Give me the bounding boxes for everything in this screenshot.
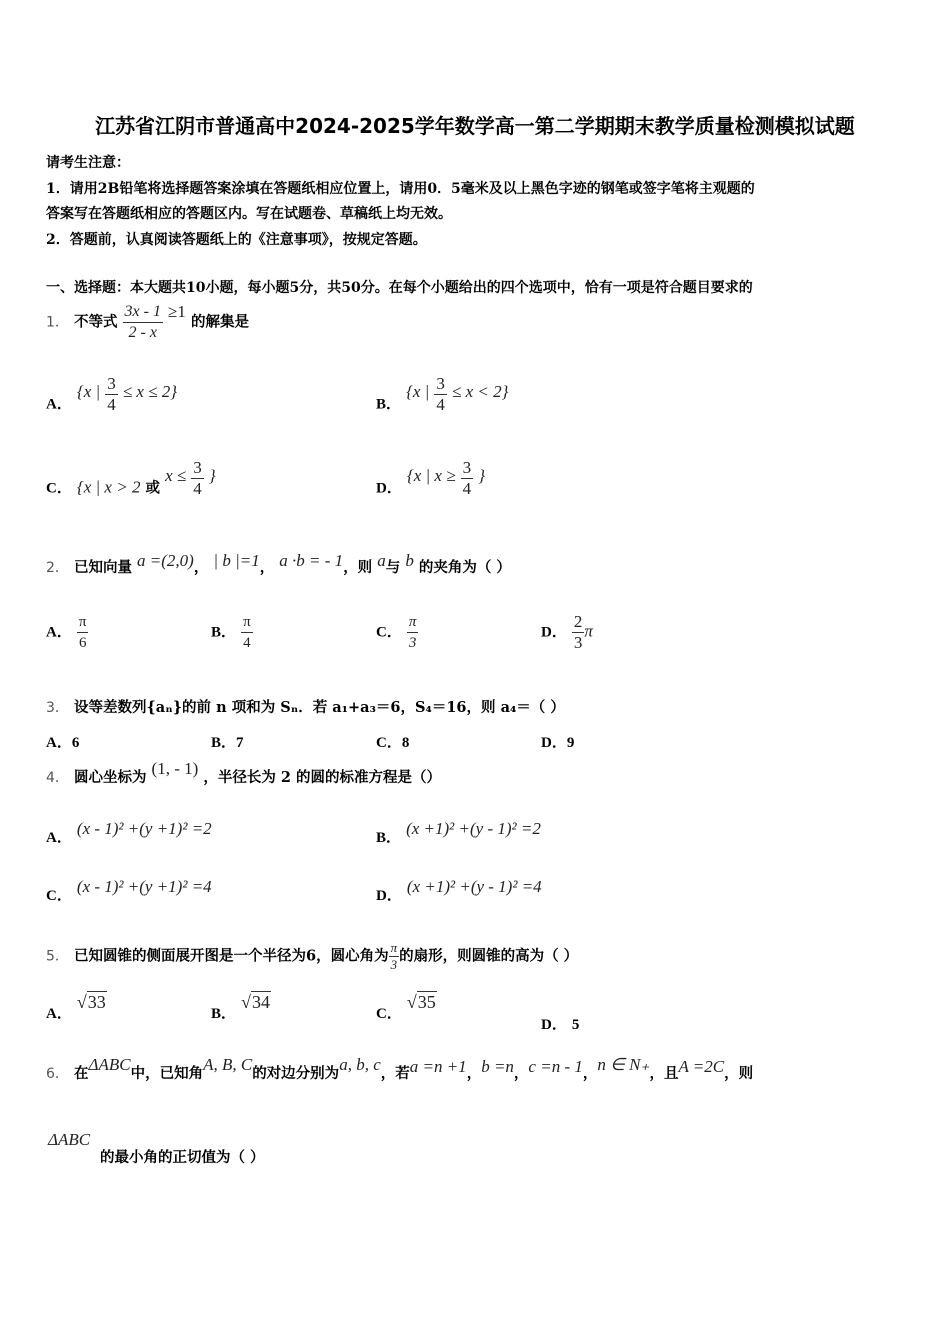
notice-line-3: 2．答题前，认真阅读答题纸上的《注意事项》，按规定答题。 <box>46 232 427 248</box>
fraction <box>434 374 447 415</box>
option-label: D． <box>376 480 402 497</box>
question-text: 的对边分别为 <box>252 1065 340 1082</box>
question-number: 2． <box>46 560 69 576</box>
denominator: 4 <box>107 395 116 414</box>
option-d[interactable]: D．9 <box>541 735 575 751</box>
math-expr: ≤ x ≤ 2} <box>122 381 178 401</box>
numerator: π <box>407 612 419 633</box>
option-label: C． <box>46 888 72 904</box>
question-number: 6． <box>46 1066 69 1082</box>
radicand: 34 <box>251 992 270 1012</box>
math-expr: x ≤ <box>165 465 187 485</box>
question-text: ，且 <box>649 1065 679 1082</box>
numerator: π <box>241 612 253 633</box>
square-root: √34 <box>241 992 270 1012</box>
question-text: ，则 <box>724 1065 754 1082</box>
fraction <box>77 612 89 653</box>
question-text: 已知圆锥的侧面展开图是一个半径为6，圆心角为 <box>73 947 389 965</box>
question-text: 的解集是 <box>190 313 249 331</box>
notice-heading: 请考生注意： <box>46 155 130 171</box>
math-expr: n ∈ N₊ <box>597 1055 650 1074</box>
question-number: 4． <box>46 770 69 786</box>
punct: ， <box>513 1065 529 1082</box>
math-expr: b <box>405 551 414 570</box>
question-3 <box>46 696 565 717</box>
numerator: π <box>77 612 89 633</box>
option-label: B． <box>376 830 402 846</box>
option-label: C． <box>376 624 402 641</box>
option-label: C． <box>46 480 72 497</box>
fraction <box>407 612 419 653</box>
option-a[interactable]: A．6 <box>46 735 80 751</box>
question-text: 的扇形，则圆锥的高为（ ） <box>399 947 579 965</box>
punct: ， <box>582 1065 598 1082</box>
radicand: 35 <box>417 992 436 1012</box>
denominator: 4 <box>436 395 445 414</box>
fraction <box>461 458 474 499</box>
math-expr: {x | x > 2 <box>76 477 141 497</box>
question-text: 与 <box>385 559 401 576</box>
math-expr: A, B, C <box>203 1055 253 1074</box>
math-expr: {x | <box>406 381 430 401</box>
fraction <box>123 302 163 343</box>
triangle-label: ΔABC <box>48 1130 91 1149</box>
option-a[interactable] <box>46 374 178 425</box>
option-label: B． <box>376 396 402 413</box>
option-d[interactable] <box>376 458 485 509</box>
option-value: 5 <box>571 1017 580 1033</box>
question-text: ，则 <box>343 559 373 576</box>
option-c[interactable] <box>46 458 216 509</box>
option-c[interactable] <box>376 992 437 1023</box>
relation: ≥1 <box>168 301 186 321</box>
denominator: 4 <box>243 635 251 651</box>
math-expr: } <box>208 465 216 485</box>
option-b[interactable] <box>376 374 509 425</box>
option-d[interactable] <box>541 612 593 653</box>
denominator: 2 - x <box>128 324 157 341</box>
option-d[interactable] <box>376 877 542 905</box>
fraction <box>389 940 400 973</box>
option-b[interactable]: B．7 <box>211 735 244 751</box>
fraction <box>572 612 585 653</box>
question-text: 在 <box>73 1065 89 1082</box>
denominator: 3 <box>408 635 417 651</box>
math-expr: a ·b = - 1 <box>279 551 344 570</box>
option-label: A． <box>46 830 72 846</box>
square-root: √33 <box>76 992 106 1012</box>
denominator: 3 <box>390 957 398 972</box>
punct: ， <box>466 1065 482 1082</box>
page-title: 江苏省江阴市普通高中2024-2025学年数学高一第二学期期末教学质量检测模拟试题 <box>95 114 855 138</box>
fraction <box>105 374 118 415</box>
radicand: 33 <box>87 992 106 1012</box>
math-expr: (x +1)² +(y - 1)² =4 <box>406 877 542 896</box>
math-expr: ≤ x < 2} <box>451 381 509 401</box>
math-expr: {x | <box>76 381 101 401</box>
math-expr: π <box>584 621 593 641</box>
question-6 <box>46 1055 754 1083</box>
math-expr: (x - 1)² +(y +1)² =2 <box>76 819 212 838</box>
math-expr: } <box>478 465 485 485</box>
option-label: D． <box>541 624 567 641</box>
numerator: π <box>390 940 398 955</box>
numerator: 2 <box>573 612 583 631</box>
question-2 <box>46 551 511 577</box>
punct: ， <box>259 559 275 576</box>
math-expr: a <box>377 551 386 570</box>
question-text: ，半径长为 2 的圆的标准方程是（） <box>203 769 442 786</box>
option-d[interactable] <box>541 1013 579 1034</box>
square-root: √35 <box>406 992 436 1012</box>
numerator: 3 <box>107 374 116 393</box>
section-heading: 一、选择题：本大题共10小题，每小题5分，共50分。在每个小题给出的四个选项中，恰有一项是符合题目要求的 <box>46 280 753 296</box>
question-number: 5． <box>46 948 69 965</box>
math-expr: a =(2,0) <box>137 551 194 570</box>
question-text: 已知向量 <box>73 559 132 576</box>
math-expr: (x - 1)² +(y +1)² =4 <box>76 877 212 896</box>
numerator: 3 <box>193 458 202 477</box>
denominator: 4 <box>193 479 202 498</box>
option-c[interactable]: C．8 <box>376 735 410 751</box>
or-text: 或 <box>145 479 161 497</box>
numerator: 3 <box>436 374 445 393</box>
question-text: 不等式 <box>73 313 118 331</box>
math-expr: A =2C <box>678 1057 725 1076</box>
math-expr: b =n <box>481 1057 514 1076</box>
question-number: 3． <box>46 700 69 716</box>
question-number: 1． <box>46 314 69 331</box>
option-b[interactable] <box>211 612 253 653</box>
numerator: 3 <box>462 458 472 477</box>
option-label: D． <box>376 888 402 904</box>
option-label: A． <box>46 624 72 641</box>
fraction <box>241 612 253 653</box>
question-text: 圆心坐标为 <box>73 769 147 786</box>
denominator: 6 <box>78 635 87 651</box>
math-expr: a, b, c <box>339 1055 381 1074</box>
denominator: 4 <box>462 479 472 498</box>
question-6-line-2: 的最小角的正切值为（ ） <box>100 1149 265 1166</box>
question-text: 设等差数列{aₙ}的前 n 项和为 Sₙ．若 a₁+a₃＝6，S₄＝16，则 a₄＝（ ） <box>73 699 565 716</box>
option-a[interactable] <box>46 992 107 1023</box>
numerator: 3x - 1 <box>123 302 163 323</box>
option-c[interactable] <box>46 877 212 905</box>
option-b[interactable] <box>376 819 541 847</box>
option-label: B． <box>211 1006 237 1022</box>
notice-line-1: 1．请用2B铅笔将选择题答案涂填在答题纸相应位置上，请用0．5毫米及以上黑色字迹的钢笔或签字笔将主观题的 <box>46 181 755 197</box>
option-label: B． <box>211 624 237 641</box>
option-b[interactable] <box>211 992 271 1023</box>
question-1 <box>46 302 249 343</box>
question-4 <box>46 759 442 787</box>
option-a[interactable] <box>46 819 212 847</box>
question-text: 中，已知角 <box>130 1065 204 1082</box>
option-label: A． <box>46 396 72 413</box>
notice-line-2: 答案写在答题纸相应的答题区内。写在试题卷、草稿纸上均无效。 <box>46 206 452 222</box>
math-expr: {x | x ≥ <box>406 465 456 485</box>
math-expr: c =n - 1 <box>528 1057 583 1076</box>
question-text: 的夹角为（ ） <box>418 559 511 576</box>
math-expr: (1, - 1) <box>151 759 199 778</box>
math-expr: (x +1)² +(y - 1)² =2 <box>406 819 541 838</box>
question-text: ，若 <box>380 1065 410 1082</box>
math-expr: | b |=1 <box>213 551 260 570</box>
option-a[interactable] <box>46 612 88 653</box>
option-label: C． <box>376 1006 402 1022</box>
option-label: A． <box>46 1006 72 1022</box>
denominator: 3 <box>573 633 583 652</box>
math-expr: ΔABC <box>88 1055 131 1074</box>
fraction <box>191 458 204 499</box>
punct: ， <box>193 559 209 576</box>
math-expr: a =n +1 <box>409 1057 467 1076</box>
option-c[interactable] <box>376 612 418 653</box>
option-label: D． <box>541 1017 567 1033</box>
question-5 <box>46 940 578 973</box>
